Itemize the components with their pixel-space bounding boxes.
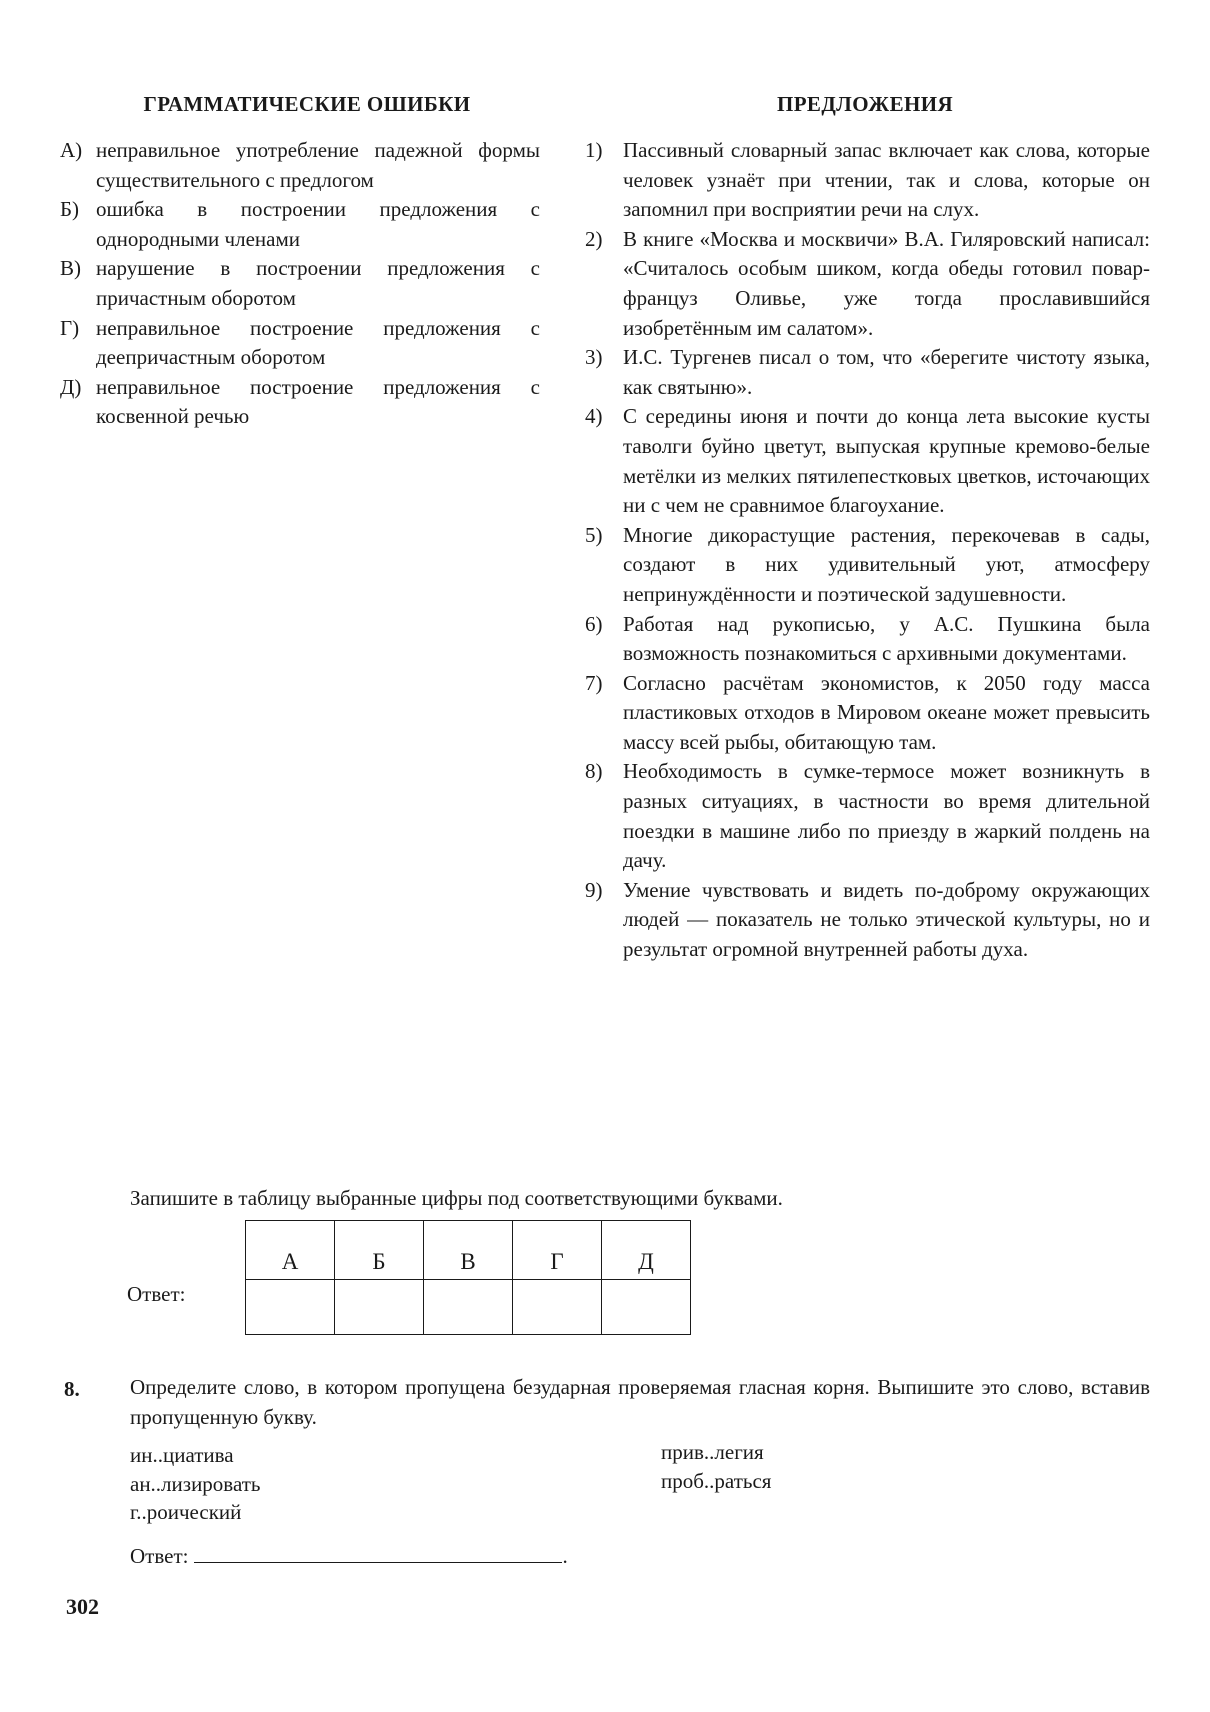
- task8-answer-label: Ответ:: [130, 1544, 189, 1568]
- sentence-number: 5): [585, 522, 603, 547]
- sentence-number: 7): [585, 670, 603, 695]
- error-text: неправильное построение предложения с деепричастным оборотом: [96, 315, 540, 370]
- sentence-number: 3): [585, 345, 603, 370]
- answer-column-header: Г: [513, 1221, 602, 1280]
- sentence-number: 6): [585, 611, 603, 636]
- word-option: ин..циатива: [130, 1443, 234, 1467]
- error-letter: Б): [60, 197, 80, 222]
- word-option: г..роический: [130, 1500, 242, 1525]
- task8-answer-line: [130, 1540, 568, 1569]
- sentence-item: [585, 402, 1150, 520]
- sentence-text: Пассивный словарный запас включает как слова, которые человек узнаёт при чтении, так и слова, которые он запомнил при восприятии речи на слух.: [623, 138, 1150, 222]
- sentence-item: [585, 757, 1150, 875]
- sentence-text: С середины июня и почти до конца лета высокие кусты таволги буйно цветут, выпуская крупные кремово-белые метёлки из мелких пятилепестковых цветков, источающих ни с чем не сравнимое благоухание.: [623, 404, 1150, 518]
- word-option: ан..лизировать: [130, 1471, 261, 1496]
- answer-label: Ответ:: [127, 1282, 186, 1306]
- sentence-number: 9): [585, 877, 603, 902]
- sentence-text: Необходимость в сумке-термосе может возникнуть в разных ситуациях, в частности во время длительной поездки в машине либо по приезду в жаркий полдень на дачу.: [623, 759, 1150, 873]
- error-text: ошибка в построении предложения с однородными членами: [96, 197, 540, 251]
- answer-table: [245, 1220, 691, 1335]
- task-number: 8.: [64, 1377, 80, 1401]
- page-number: 302: [66, 1594, 99, 1619]
- sentence-item: [585, 343, 1150, 402]
- answer-cell[interactable]: [424, 1280, 513, 1335]
- error-letter: Г): [60, 315, 80, 340]
- error-text: неправильное построение предложения с косвенной речью: [96, 374, 540, 429]
- errors-column-heading: ГРАММАТИЧЕСКИЕ ОШИБКИ: [143, 92, 471, 116]
- answer-column-header: Б: [335, 1221, 424, 1280]
- sentence-number: 4): [585, 404, 603, 429]
- sentence-text: В книге «Москва и москвичи» В.А. Гиляровский написал: «Считалось особым шиком, когда обеды готовил повар-француз Оливье, уже тогда прославившийся изобретённым им салатом».: [623, 226, 1150, 340]
- sentence-number: 8): [585, 759, 603, 784]
- error-text: неправильное употребление падежной формы существительного с предлогом: [96, 138, 540, 192]
- error-item: [60, 254, 540, 313]
- error-item: [60, 314, 540, 373]
- error-text: нарушение в построении предложения с причастным оборотом: [96, 256, 540, 310]
- sentence-item: [585, 521, 1150, 610]
- word-option: прив..легия: [661, 1440, 764, 1464]
- sentence-text: Многие дикорастущие растения, перекочевав в сады, создают в них удивительный уют, атмосферу непринуждённости и поэтической задушевности.: [623, 522, 1150, 606]
- sentence-item: [585, 225, 1150, 343]
- error-item: [60, 195, 540, 254]
- answer-column-header: Д: [602, 1221, 691, 1280]
- answer-cell[interactable]: [246, 1280, 335, 1335]
- sentence-text: И.С. Тургенев писал о том, что «берегите чистоту языка, как святыню».: [623, 345, 1150, 399]
- sentences-column-heading: ПРЕДЛОЖЕНИЯ: [776, 92, 954, 116]
- answer-table-header-row: [246, 1221, 691, 1280]
- sentences-list: [585, 136, 1150, 965]
- sentence-item: [585, 136, 1150, 225]
- answer-cell[interactable]: [602, 1280, 691, 1335]
- table-instruction: Запишите в таблицу выбранные цифры под соответствующими буквами.: [130, 1186, 783, 1210]
- error-letter: В): [60, 256, 81, 281]
- task8-answer-blank[interactable]: [194, 1540, 562, 1563]
- answer-column-header: В: [424, 1221, 513, 1280]
- sentence-item: [585, 610, 1150, 669]
- answer-cell[interactable]: [335, 1280, 424, 1335]
- task-text: Определите слово, в котором пропущена безударная проверяемая гласная корня. Выпишите это слово, вставив пропущенную букву.: [130, 1375, 1150, 1429]
- sentence-text: Согласно расчётам экономистов, к 2050 году масса пластиковых отходов в Мировом океане может превысить массу всей рыбы, обитающую там.: [623, 670, 1150, 754]
- answer-cell[interactable]: [513, 1280, 602, 1335]
- task8-answer-end: .: [562, 1544, 568, 1568]
- word-list-right: [661, 1438, 771, 1495]
- sentence-item: [585, 669, 1150, 758]
- error-letter: Д): [60, 374, 82, 399]
- answer-column-header: А: [246, 1221, 335, 1280]
- word-option: проб..раться: [661, 1468, 772, 1493]
- error-item: [60, 373, 540, 432]
- sentence-number: 1): [585, 138, 603, 162]
- answer-table-input-row: [246, 1280, 691, 1335]
- word-list-left: [130, 1441, 260, 1527]
- sentence-text: Умение чувствовать и видеть по-доброму окружающих людей — показатель не только этической культуры, но и результат огромной внутренней работы духа.: [623, 877, 1150, 962]
- sentence-item: [585, 876, 1150, 965]
- error-item: [60, 136, 540, 195]
- grammar-errors-list: [60, 136, 540, 432]
- sentence-number: 2): [585, 226, 603, 251]
- sentence-text: Работая над рукописью, у А.С. Пушкина была возможность познакомиться с архивными документами.: [623, 611, 1150, 666]
- error-letter: А): [60, 138, 83, 162]
